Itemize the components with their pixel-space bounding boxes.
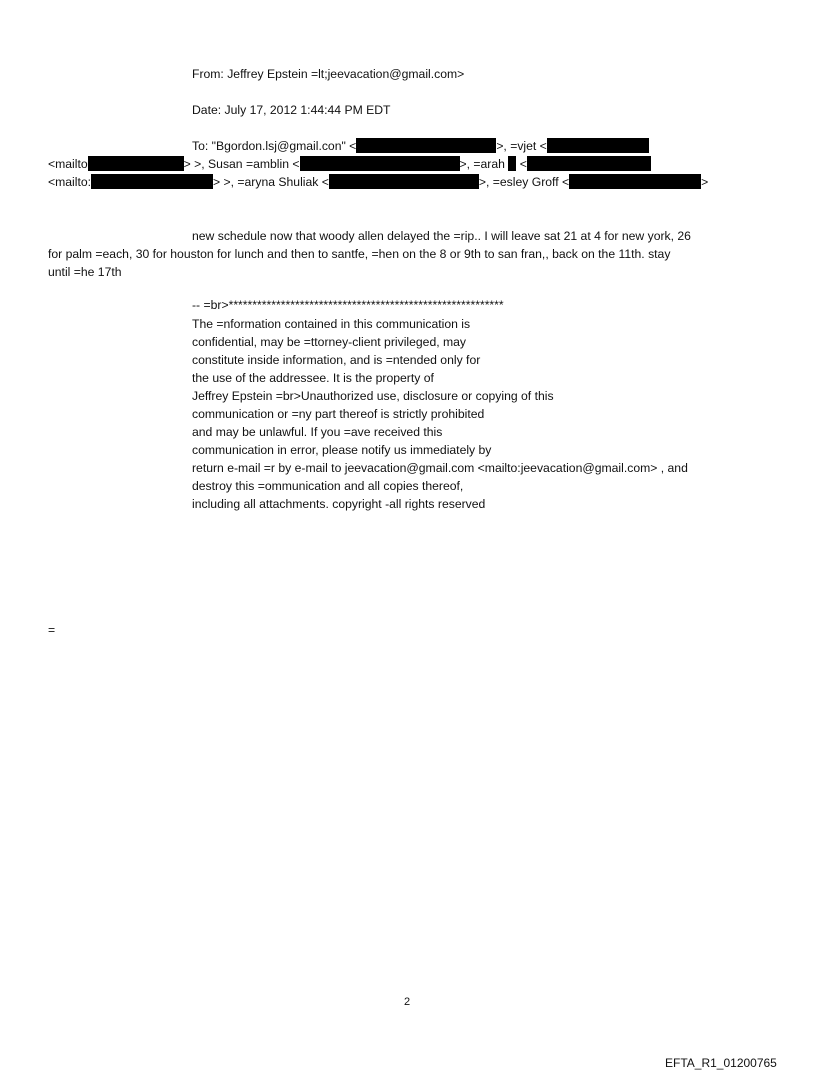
to-text-karyna: > >, =aryna Shuliak < — [213, 175, 329, 189]
redaction-box — [88, 156, 184, 171]
date-line: Date: July 17, 2012 1:44:44 PM EDT — [192, 103, 391, 117]
disclaimer-line: communication or =ny part thereof is strictly prohibited — [192, 407, 485, 421]
redaction-box — [329, 174, 479, 189]
disclaimer-line: the use of the addressee. It is the property of — [192, 371, 434, 385]
disclaimer-line: The =nformation contained in this communication is — [192, 317, 471, 331]
redaction-box — [91, 174, 213, 189]
trailing-mark: = — [48, 623, 56, 637]
to-text-lt: < — [519, 157, 527, 171]
mailto-text: <mailto — [48, 157, 88, 171]
page-number: 2 — [404, 996, 411, 1008]
to-line-1 — [192, 138, 649, 155]
disclaimer-line: communication in error, please notify us immediately by — [192, 443, 492, 457]
disclaimer-line: return e-mail =r by e-mail to jeevacation@gmail.com <mailto:jeevacation@gmail.com> , and — [192, 461, 688, 475]
body-line-3: until =he 17th — [48, 265, 122, 279]
to-text-a: To: "Bgordon.lsj@gmail.con" < — [192, 139, 357, 153]
footer-doc-id: EFTA_R1_01200765 — [665, 1056, 777, 1070]
redaction-box — [569, 174, 701, 189]
disclaimer-line: Jeffrey Epstein =br>Unauthorized use, disclosure or copying of this — [192, 389, 554, 403]
redaction-box — [356, 138, 496, 153]
disclaimer-line: including all attachments. copyright -all rights reserved — [192, 497, 486, 511]
redaction-box — [508, 156, 516, 171]
to-text-b: >, =vjet < — [496, 139, 547, 153]
to-text-lesley: >, =esley Groff < — [478, 175, 570, 189]
disclaimer-line: and may be unlawful. If you =ave received this — [192, 425, 443, 439]
mailto-text: <mailto: — [48, 175, 92, 189]
from-line: From: Jeffrey Epstein =lt;jeevacation@gmail.com> — [192, 67, 465, 81]
to-line-3 — [48, 174, 708, 191]
body-line-2: for palm =each, 30 for houston for lunch and then to santfe, =hen on the 8 or 9th to san fran,, back on the 11th. stay — [48, 247, 671, 261]
redaction-box — [547, 138, 649, 153]
to-text-susan: > >, Susan =amblin < — [183, 157, 300, 171]
to-text-sarah: >, =arah — [459, 157, 505, 171]
to-text-gt: > — [701, 175, 709, 189]
disclaimer-line: -- =br>********************************************************** — [192, 298, 504, 312]
to-line-2 — [48, 156, 651, 173]
disclaimer-line: confidential, may be =ttorney-client privileged, may — [192, 335, 467, 349]
body-line-1: new schedule now that woody allen delayed the =rip.. I will leave sat 21 at 4 for new york, 26 — [192, 229, 691, 243]
disclaimer-line: constitute inside information, and is =ntended only for — [192, 353, 481, 367]
redaction-box — [527, 156, 651, 171]
disclaimer-line: destroy this =ommunication and all copies thereof, — [192, 479, 464, 493]
redaction-box — [300, 156, 460, 171]
